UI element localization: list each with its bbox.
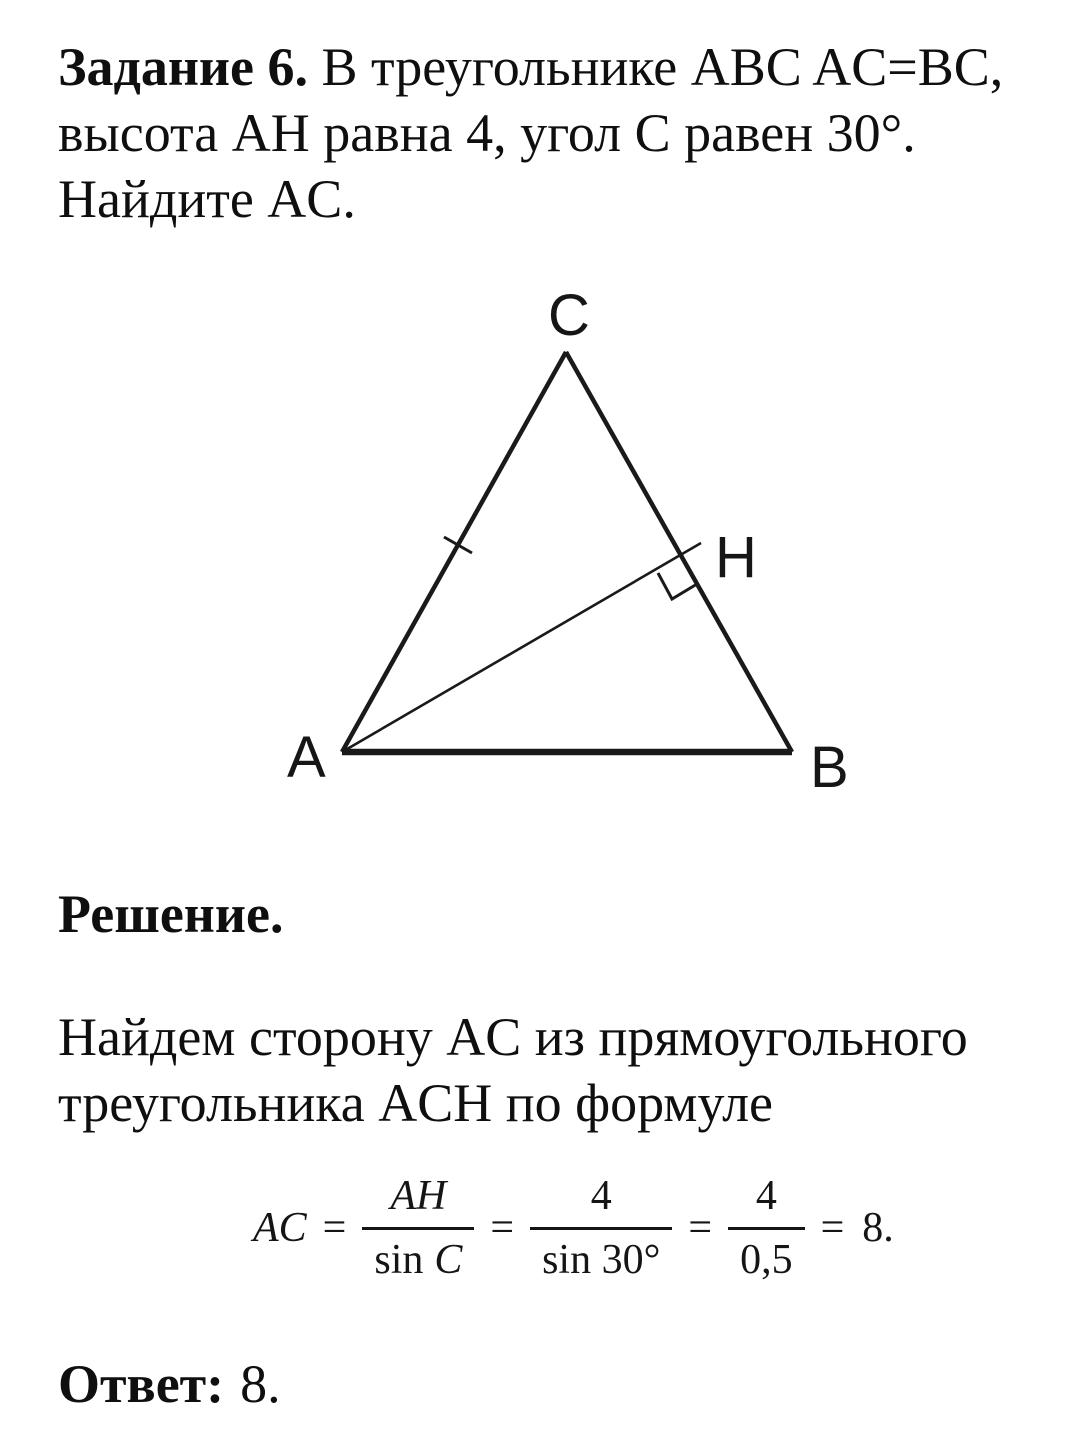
triangle-diagram <box>0 270 1080 800</box>
sin-function: sin <box>374 1237 424 1284</box>
equals-sign: = <box>322 1205 347 1252</box>
answer-label: Ответ: <box>58 1354 225 1414</box>
answer-line <box>58 1351 281 1417</box>
solution-heading: Решение. <box>58 884 284 944</box>
foot-label-h: H <box>715 525 757 590</box>
vertex-label-b: B <box>810 735 849 800</box>
task-number-label: Задание 6. <box>58 37 309 97</box>
equals-sign: = <box>688 1205 713 1252</box>
fraction-denominator: sin 30° <box>530 1227 672 1284</box>
formula <box>253 1172 894 1285</box>
fraction-4-over-05 <box>728 1172 805 1285</box>
fraction-4-over-sin30 <box>530 1172 672 1285</box>
problem-line-2: высота AH равна 4, угол C равен 30°. <box>58 103 916 163</box>
fraction-denominator <box>362 1227 474 1284</box>
equal-tick-on-ac <box>444 537 472 553</box>
problem-line-1-text: В треугольнике ABC AC=BC, <box>308 37 1004 97</box>
height-ah-line <box>342 543 701 752</box>
fraction-numerator: AH <box>390 1173 447 1219</box>
problem-line-1 <box>58 34 1003 100</box>
equals-sign: = <box>490 1205 515 1252</box>
solution-line-2: треугольника ACH по формуле <box>58 1073 774 1133</box>
formula-result: 8. <box>862 1205 894 1252</box>
fraction-denominator: 0,5 <box>728 1227 805 1284</box>
fraction-numerator: 4 <box>590 1173 612 1219</box>
angle-variable: C <box>434 1237 463 1284</box>
answer-value: 8. <box>240 1354 281 1414</box>
formula-lhs: AC <box>253 1205 307 1252</box>
vertex-label-a: A <box>287 725 326 790</box>
fraction-ah-over-sinc <box>362 1172 474 1285</box>
side-ac <box>342 352 566 752</box>
solution-line-1: Найдем сторону AC из прямоугольного <box>58 1007 968 1067</box>
fraction-numerator: 4 <box>755 1173 777 1219</box>
problem-statement <box>58 34 1003 232</box>
equals-sign: = <box>820 1205 845 1252</box>
problem-line-3: Найдите AC. <box>58 169 356 229</box>
vertex-label-c: C <box>548 283 590 348</box>
solution-text <box>58 1004 968 1136</box>
side-cb <box>566 352 792 752</box>
